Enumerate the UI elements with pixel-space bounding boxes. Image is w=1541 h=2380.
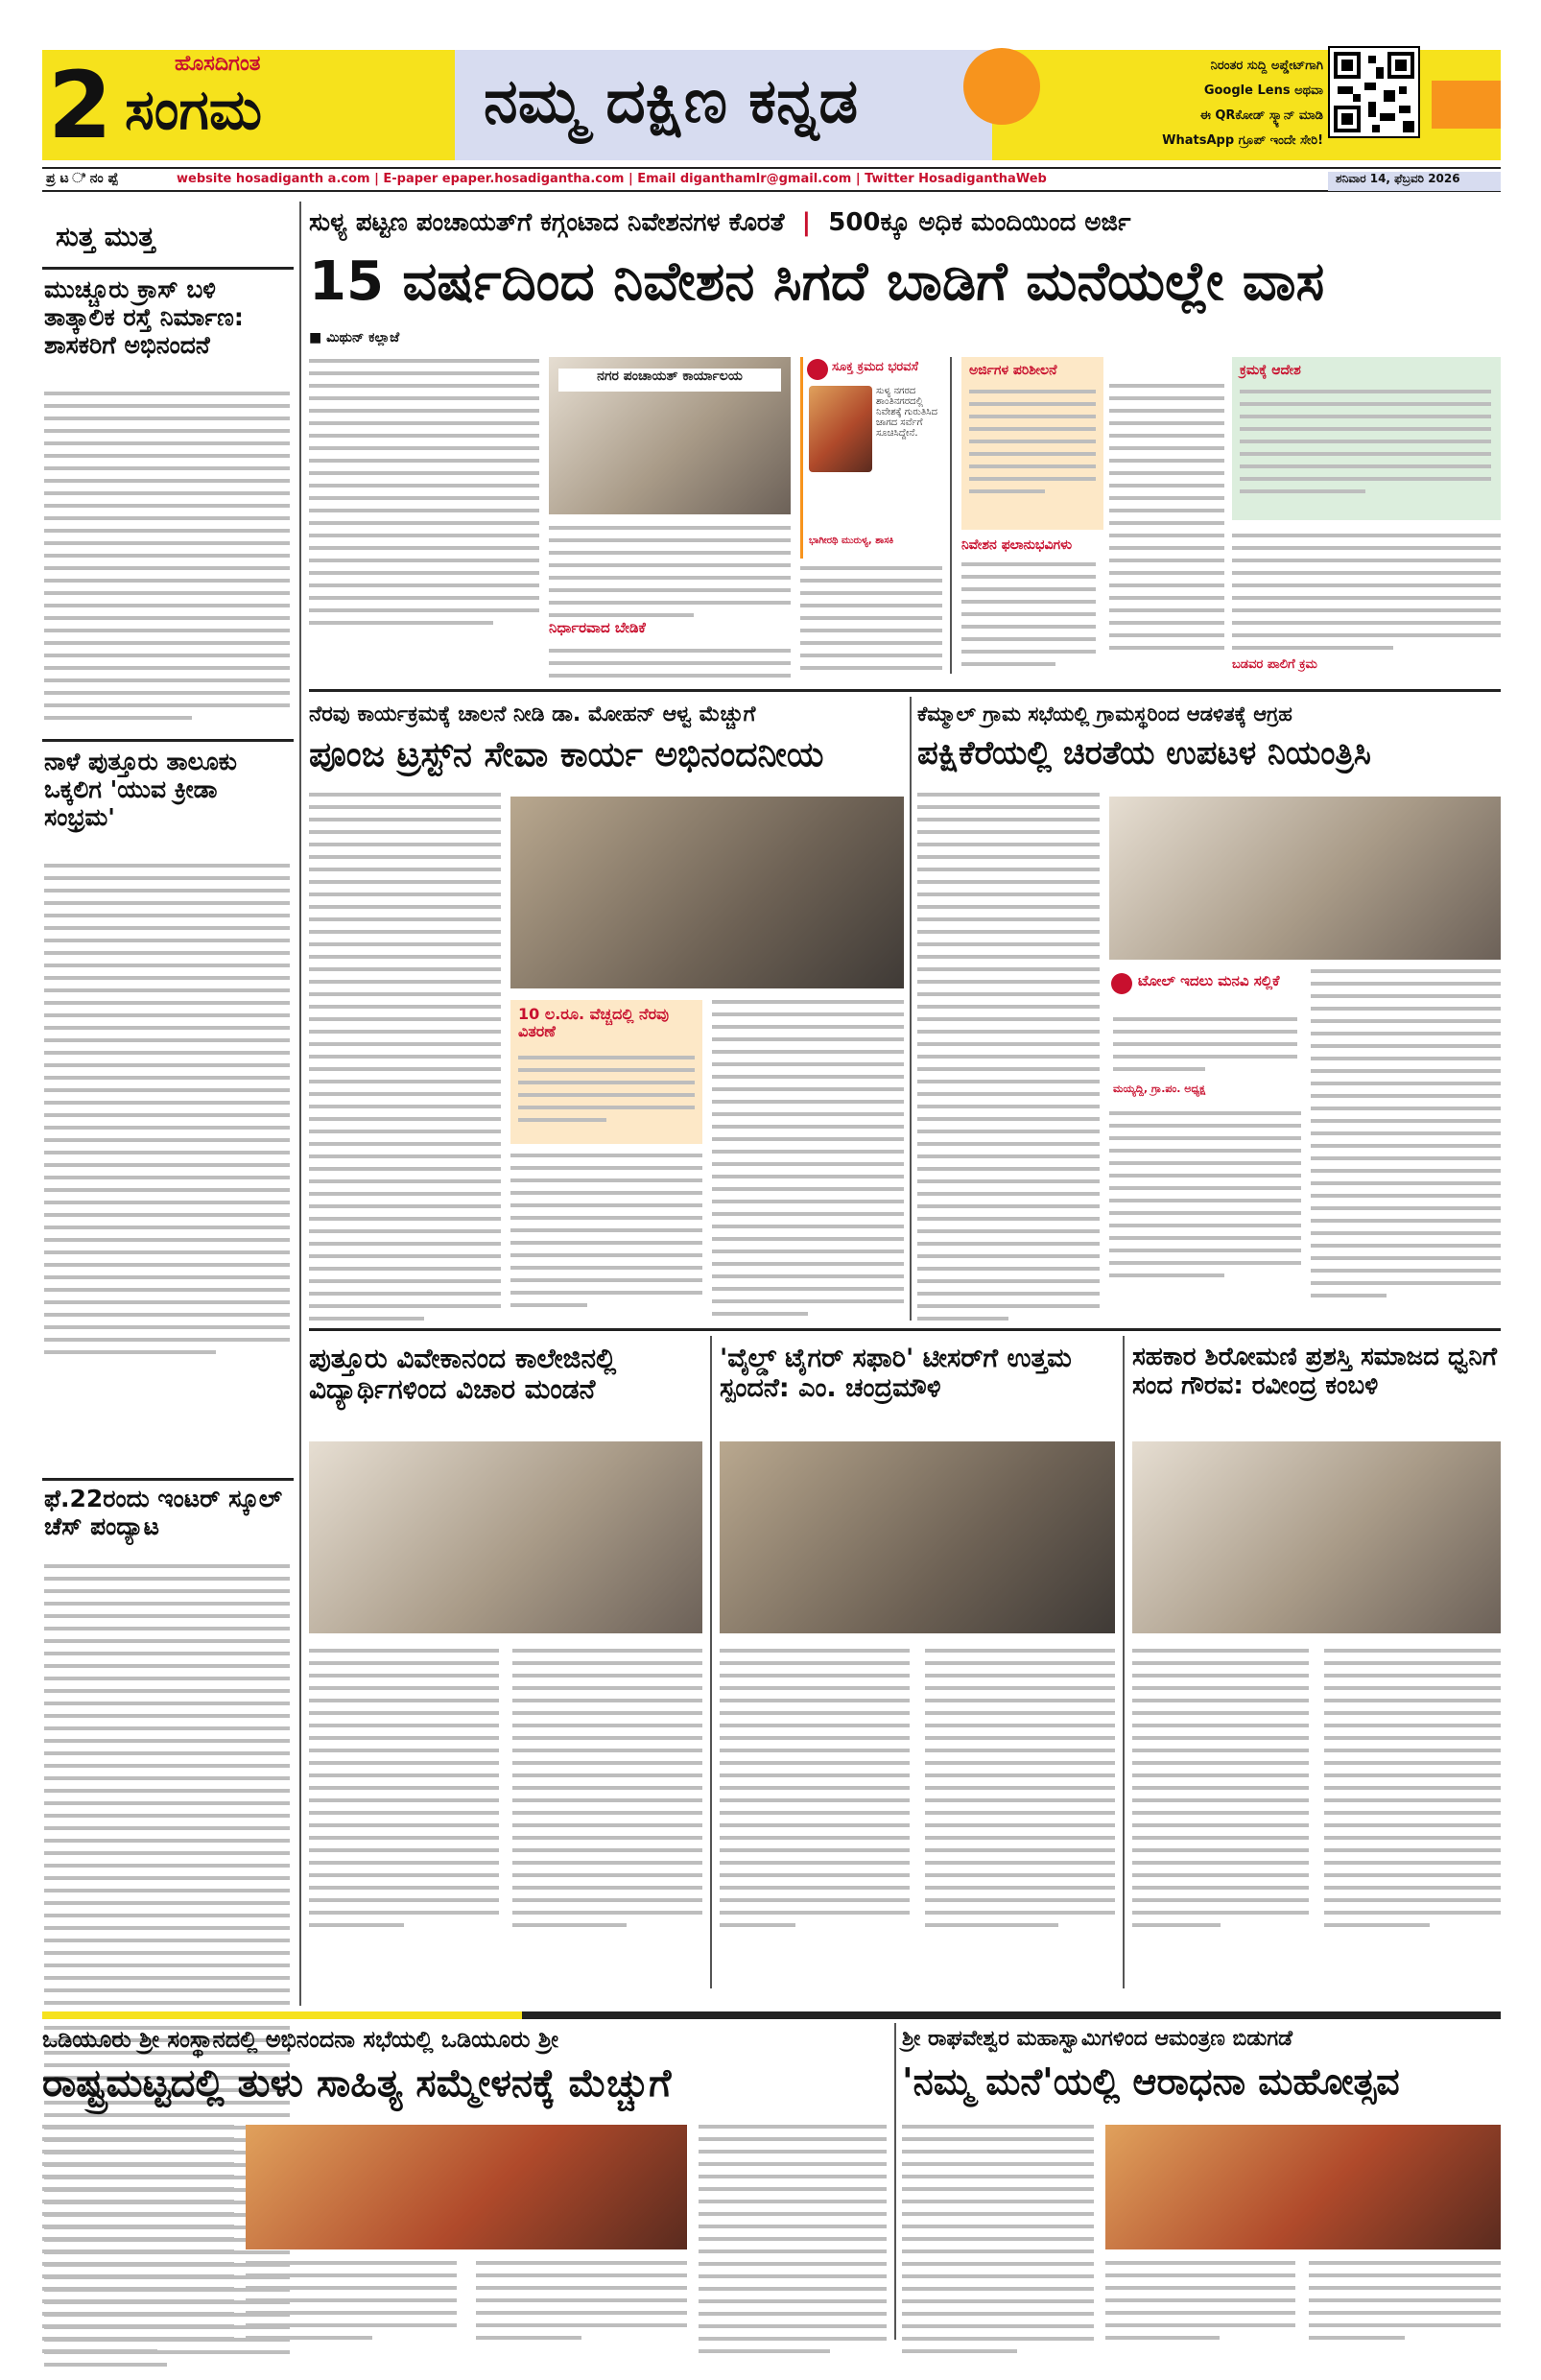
story-headline[interactable]: ರಾಷ್ಟ್ರಮಟ್ಟದಲ್ಲಿ ತುಳು ಸಾಹಿತ್ಯ ಸಮ್ಮೇಳನಕ್ಕೆ ಮೆಚ್ಚುಗೆ — [42, 2061, 672, 2106]
info-box — [1109, 969, 1301, 1104]
body-text — [1105, 2261, 1295, 2348]
box-title: ಸೂಕ್ತ ಕ್ರಮದ ಭರವಸೆ — [832, 360, 918, 374]
body-text — [699, 2125, 887, 2362]
bottom-band — [42, 2011, 1501, 2019]
group-photo — [510, 797, 904, 988]
body-text — [902, 2125, 1094, 2362]
promo-line: WhatsApp ಗ್ರೂಪ್ ಇಂದೇ ಸೇರಿ! — [1162, 133, 1323, 148]
story-poonja-trust — [309, 697, 904, 1349]
divider — [42, 1478, 294, 1481]
info-box — [510, 1000, 702, 1144]
divider — [950, 357, 952, 674]
body-text — [925, 1649, 1115, 1936]
story-kicker: ಕೆಮ್ಮಾಲ್ ಗ್ರಾಮ ಸಭೆಯಲ್ಲಿ ಗ್ರಾಮಸ್ಥರಿಂದ ಆಡಳಿತಕ್ಕೆ ಆಗ್ರಹ — [917, 702, 1292, 726]
body-text — [549, 526, 791, 626]
story-sahakara — [1132, 1336, 1501, 2008]
divider — [910, 697, 912, 1321]
divider — [710, 1336, 712, 1988]
section-title: ಸಂಗಮ — [125, 77, 263, 142]
body-text — [476, 2261, 687, 2348]
ritual-photo — [1105, 2125, 1501, 2249]
promo-line: ಈ QRಕೋಡ್ ಸ್ಕ್ಯಾನ್ ಮಾಡಿ — [1199, 108, 1323, 123]
masthead-links[interactable]: website hosadiganth a.com | E-paper epaper.hosadigantha.com | Email diganthamlr@gmail.com | Twitter HosadiganthaWeb — [177, 172, 1047, 186]
story-headline[interactable]: ಪಕ್ಷಿಕೆರೆಯಲ್ಲಿ ಚಿರತೆಯ ಉಪಟಳ ನಿಯಂತ್ರಿಸಿ — [917, 734, 1371, 773]
sidebar-title: ಸುತ್ತ ಮುತ್ತ — [56, 221, 155, 252]
byline-name: ಮಿಥುನ್ ಕಲ್ಲಾಜೆ — [326, 330, 400, 345]
press-meet-photo — [720, 1441, 1115, 1633]
divider — [309, 689, 1501, 692]
body-text — [549, 649, 791, 686]
story-headline[interactable]: 'ವೈಲ್ಡ್ ಟೈಗರ್ ಸಫಾರಿ' ಟೀಸರ್‌ಗೆ ಉತ್ತಮ ಸ್ಪಂದನೆ: ಎಂ. ಚಂದ್ರಮೌಳಿ — [720, 1344, 1072, 1404]
body-text — [309, 793, 501, 1329]
footer-label: ಪ್ರ ಟ ಿ ನಂ ಪ್ಪೆ — [46, 171, 119, 186]
box-text: ಸುಳ್ಯ ನಗರದ ಶಾಂತಿನಗರದಲ್ಲಿ ನಿವೇಶಕ್ಕೆ ಗುರುತಿಸಿದ ಜಾಗದ ಸರ್ವೆಗೆ ಸೂಚಿಸಿದ್ದೇನೆ. — [876, 386, 937, 439]
story-wild-tiger — [720, 1336, 1115, 2008]
box-title: 10 ಲ.ರೂ. ವೆಚ್ಚದಲ್ಲಿ ನೆರವು ವಿತರಣೆ — [518, 1005, 670, 1041]
body-text — [961, 562, 1096, 675]
body-text — [42, 2125, 234, 2362]
promo-text — [1059, 54, 1323, 161]
masthead — [42, 42, 1501, 167]
quote-icon — [807, 359, 828, 380]
sidebar-headline[interactable]: ನಾಳೆ ಪುತ್ತೂರು ತಾಲೂಕು ಒಕ್ಕಲಿಗ 'ಯುವ ಕ್ರೀಡಾ ಸಂಭ್ರಮ' — [44, 748, 237, 831]
qr-code-icon — [1330, 48, 1418, 136]
lead-headline[interactable]: 15 ವರ್ಷದಿಂದ ನಿವೇಶನ ಸಿಗದೆ ಬಾಡಿಗೆ ಮನೆಯಲ್ಲೇ ವಾಸ — [309, 250, 1325, 313]
body-text — [712, 1000, 904, 1324]
band-yellow — [42, 2011, 522, 2019]
promo-line: Google Lens ಅಥವಾ — [1203, 83, 1323, 98]
quote-icon — [1111, 973, 1132, 994]
box-text — [518, 1056, 695, 1130]
promo-line: ನಿರಂತರ ಸುದ್ದಿ ಅಪ್ಡೇಟ್‌ಗಾಗಿ — [1210, 59, 1323, 73]
felicitation-photo — [246, 2125, 687, 2249]
body-text — [800, 566, 942, 678]
info-box — [961, 357, 1103, 530]
issue-date: ಶನಿವಾರ 14, ಫೆಬ್ರವರಿ 2026 — [1328, 172, 1501, 191]
sidebar-headline[interactable]: ಮುಚ್ಚೂರು ಕ್ರಾಸ್ ಬಳಿ ತಾತ್ಕಾಲಿಕ ರಸ್ತೆ ನಿರ್ಮಾಣ: ಶಾಸಕರಿಗೆ ಅಭಿನಂದನೆ — [44, 275, 244, 359]
divider — [42, 267, 294, 270]
body-text — [309, 359, 539, 633]
lead-story — [309, 202, 1501, 681]
story-headline[interactable]: ಸಹಕಾರ ಶಿರೋಮಣಿ ಪ್ರಶಸ್ತಿ ಸಮಾಜದ ಧ್ವನಿಗೆ ಸಂದ ಗೌರವ: ರವೀಂದ್ರ ಕಂಬಳಿ — [1132, 1343, 1497, 1400]
body-text — [1109, 384, 1224, 658]
divider — [1123, 1336, 1125, 1988]
body-text — [917, 793, 1100, 1329]
story-kicker: ನೆರವು ಕಾರ್ಯಕ್ರಮಕ್ಕೆ ಚಾಲನೆ ನೀಡಿ ಡಾ. ಮೋಹನ್ ಆಳ್ವ ಮೆಚ್ಚುಗೆ — [309, 702, 756, 726]
body-text — [720, 1649, 910, 1936]
seminar-photo — [309, 1441, 702, 1633]
sidebar-headline[interactable]: ಫೆ.22ರಂದು ಇಂಟರ್ ಸ್ಕೂಲ್ ಚೆಸ್ ಪಂದ್ಯಾಟ — [44, 1485, 282, 1540]
story-kicker: ಶ್ರೀ ರಾಘವೇಶ್ವರ ಮಹಾಸ್ವಾಮಿಗಳಿಂದ ಆಮಂತ್ರಣ ಬಿಡುಗಡೆ — [902, 2027, 1293, 2051]
box-name: ಭಾಗೀರಥಿ ಮುರುಳ್ಯ, ಶಾಸಕಿ — [809, 536, 894, 546]
story-leopard — [917, 697, 1501, 1349]
story-headline[interactable]: ಪುತ್ತೂರು ವಿವೇಕಾನಂದ ಕಾಲೇಜಿನಲ್ಲಿ ವಿದ್ಯಾರ್ಥಿಗಳಿಂದ ವಿಚಾರ ಮಂಡನೆ — [309, 1343, 617, 1406]
box-text — [1240, 390, 1491, 502]
body-text — [309, 1649, 499, 1936]
story-kicker: ಒಡಿಯೂರು ಶ್ರೀ ಸಂಸ್ಥಾನದಲ್ಲಿ ಅಭಿನಂದನಾ ಸಭೆಯಲ್ಲಿ ಒಡಿಯೂರು ಶ್ರೀ — [42, 2026, 558, 2053]
divider — [299, 202, 301, 2006]
lead-kicker-right: 500ಕ್ಕೂ ಅಧಿಕ ಮಂದಿಯಿಂದ ಅರ್ಜಿ — [828, 208, 1131, 237]
body-text — [1309, 2261, 1501, 2348]
story-raghaveshwara — [902, 2023, 1501, 2349]
story-vivekananda — [309, 1336, 702, 2008]
box-name: ಮಯ್ಯದ್ದಿ, ಗ್ರಾ.ಪಂ. ಅಧ್ಯಕ್ಷ — [1113, 1083, 1206, 1095]
body-text — [1132, 1649, 1309, 1936]
meeting-photo — [1109, 797, 1501, 960]
photo-caption: ನಗರ ಪಂಚಾಯತ್ ಕಾರ್ಯಾಲಯ — [558, 369, 781, 392]
story-headline[interactable]: ಪೂಂಜ ಟ್ರಸ್ಟ್‌ನ ಸೇವಾ ಕಾರ್ಯ ಅಭಿನಂದನೀಯ — [309, 735, 824, 774]
lead-kicker — [309, 209, 1501, 248]
box-text — [969, 390, 1096, 502]
body-text — [510, 1154, 702, 1316]
divider — [42, 739, 294, 742]
body-text — [1311, 969, 1501, 1306]
edition-title: ನಮ್ಮ ದಕ್ಷಿಣ ಕನ್ನಡ — [484, 65, 859, 137]
masthead-info-bar — [42, 167, 1501, 192]
kicker-separator: | — [793, 208, 820, 237]
body-text — [512, 1649, 702, 1936]
box-title: ಅರ್ಜಿಗಳ ಪರಿಶೀಲನೆ — [969, 363, 1057, 378]
band-dark — [522, 2011, 1501, 2019]
award-photo — [1132, 1441, 1501, 1633]
lead-subhead: ಬಡವರ ಪಾಲಿಗೆ ಕ್ರಮ — [1232, 657, 1317, 672]
lead-kicker-left: ಸುಳ್ಯ ಪಟ್ಟಣ ಪಂಚಾಯತ್‌ಗೆ ಕಗ್ಗಂಟಾದ ನಿವೇಶನಗಳ ಕೊರತೆ — [309, 208, 785, 237]
box-text — [1113, 1017, 1297, 1080]
quote-box — [800, 357, 944, 559]
box-title: ಕ್ರಮಕ್ಕೆ ಆದೇಶ — [1240, 363, 1301, 378]
body-text — [246, 2261, 457, 2348]
masthead-orange-tab — [1432, 81, 1501, 129]
lead-byline: ■ ಮಿಥುನ್ ಕಲ್ಲಾಜೆ — [309, 330, 400, 345]
info-box — [1232, 357, 1501, 520]
lead-photo — [549, 357, 791, 514]
brand-small: ಹೊಸದಿಗಂತ — [175, 52, 261, 76]
body-text — [1324, 1649, 1501, 1936]
lead-subhead: ನಿರ್ಧಾರವಾದ ಬೇಡಿಕೆ — [549, 619, 646, 636]
page-number: 2 — [48, 52, 112, 159]
story-headline[interactable]: 'ನಮ್ಮ ಮನೆ'ಯಲ್ಲಿ ಆರಾಧನಾ ಮಹೋತ್ಸವ — [902, 2060, 1400, 2103]
lead-subhead: ನಿವೇಶನ ಫಲಾನುಭವಿಗಳು — [961, 537, 1073, 553]
divider — [309, 1328, 1501, 1331]
portrait-photo — [809, 386, 872, 472]
body-text — [44, 864, 290, 1363]
body-text — [44, 392, 290, 728]
box-title: ಟೋಲ್ ಇದಲು ಮನವಿ ಸಲ್ಲಿಕೆ — [1138, 972, 1280, 989]
divider — [894, 2023, 896, 2340]
body-text — [1232, 534, 1501, 658]
body-text — [1109, 1111, 1301, 1286]
story-odiyoor — [42, 2023, 887, 2349]
qr-code[interactable] — [1328, 46, 1420, 138]
